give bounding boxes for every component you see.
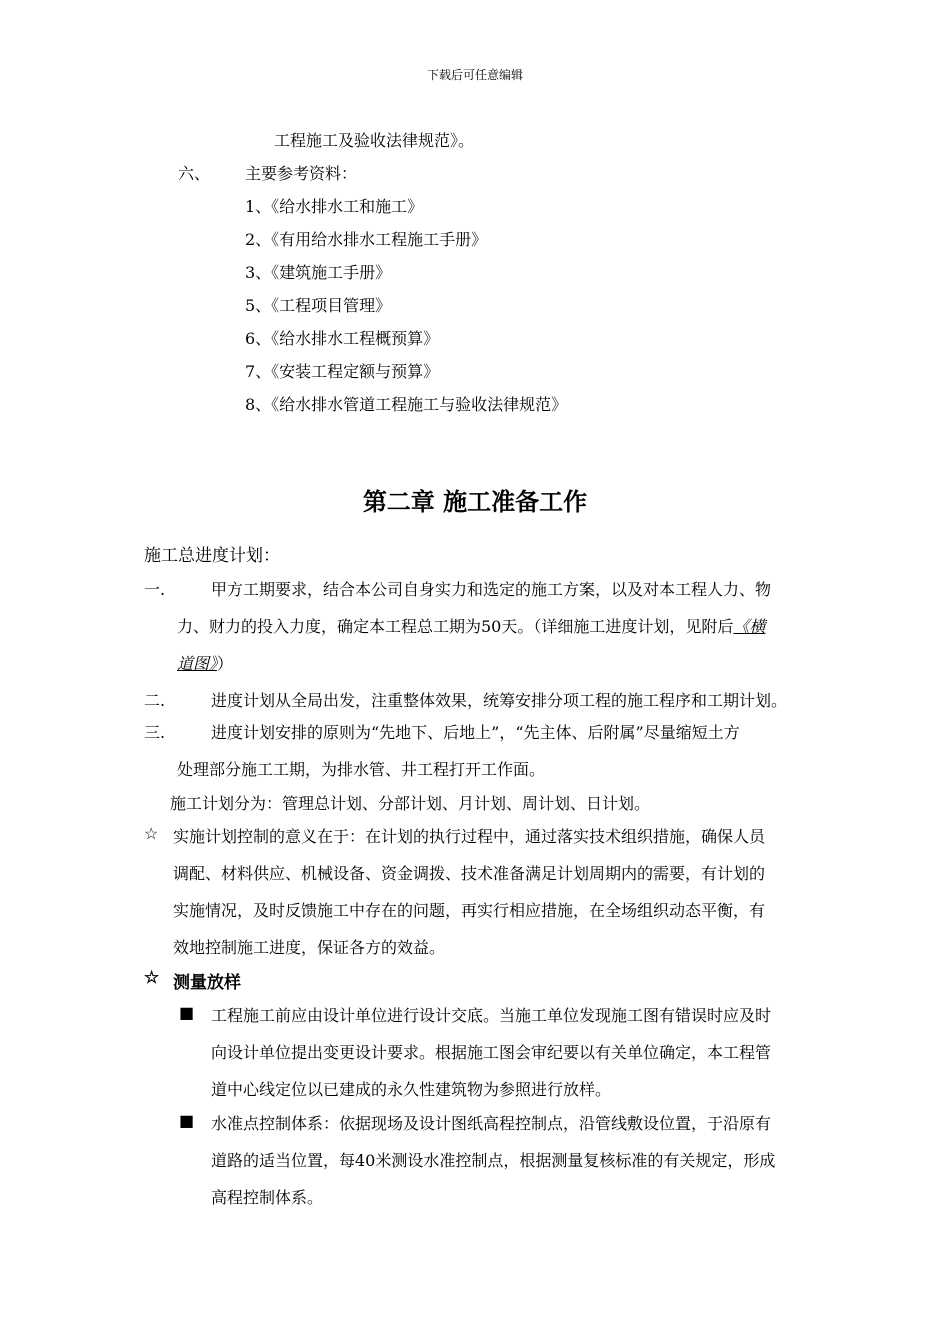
bullet-square: ■ <box>179 1003 195 1022</box>
gantt-chart-link[interactable]: 《横 <box>733 617 766 636</box>
reference-item: 1、《给水排水工和施工》 <box>245 197 424 216</box>
item-text: 道图》） <box>177 654 234 673</box>
item-text: 进度计划安排的原则为“先地下、后地上”，“先主体、后附属”尽量缩短土方 <box>211 723 740 742</box>
intro-line: 工程施工及验收法律规范》。 <box>274 131 475 150</box>
significance-text: 实施计划控制的意义在于：在计划的执行过程中，通过落实技术组织措施，确保人员 <box>173 827 766 846</box>
schedule-heading: 施工总进度计划： <box>144 546 280 566</box>
bullet-text: 工程施工前应由设计单位进行设计交底。当施工单位发现施工图有错误时应及时 <box>211 1006 772 1025</box>
gantt-chart-link[interactable]: 道图》 <box>177 654 218 673</box>
bullet-text: 道中心线定位以已建成的永久性建筑物为参照进行放样。 <box>211 1080 612 1099</box>
item-number: 二. <box>144 691 166 710</box>
star-mark: ☆ <box>144 824 159 843</box>
reference-item: 5、《工程项目管理》 <box>245 296 392 315</box>
section-title: 主要参考资料： <box>245 164 358 183</box>
item-text: 进度计划从全局出发，注重整体效果，统筹安排分项工程的施工程序和工期计划。 <box>211 691 788 710</box>
reference-item: 6、《给水排水工程概预算》 <box>245 329 440 348</box>
significance-text: 调配、材料供应、机械设备、资金调拨、技术准备满足计划周期内的需要，有计划的 <box>173 864 766 883</box>
reference-item: 3、《建筑施工手册》 <box>245 263 392 282</box>
plan-types: 施工计划分为：管理总计划、分部计划、月计划、周计划、日计划。 <box>170 794 651 813</box>
star-mark: ☆ <box>144 968 160 988</box>
bullet-text: 水准点控制体系：依据现场及设计图纸高程控制点，沿管线敷设位置，于沿原有 <box>211 1114 772 1133</box>
reference-item: 2、《有用给水排水工程施工手册》 <box>245 230 488 249</box>
chapter-title: 第二章 施工准备工作 <box>362 487 588 516</box>
bullet-text: 道路的适当位置，每40米测设水准控制点，根据测量复核标准的有关规定，形成 <box>211 1151 776 1170</box>
bullet-text: 高程控制体系。 <box>211 1188 324 1207</box>
item-text: 力、财力的投入力度，确定本工程总工期为50天。（详细施工进度计划，见附后《横 <box>177 617 766 636</box>
bullet-square: ■ <box>179 1111 195 1130</box>
item-text: 甲方工期要求，结合本公司自身实力和选定的施工方案，以及对本工程人力、物 <box>211 580 772 599</box>
survey-heading: 测量放样 <box>173 973 241 993</box>
section-number: 六、 <box>178 164 211 183</box>
significance-text: 实施情况，及时反馈施工中存在的问题，再实行相应措施，在全场组织动态平衡，有 <box>173 901 766 920</box>
reference-item: 8、《给水排水管道工程施工与验收法律规范》 <box>245 395 568 414</box>
item-text: 处理部分施工工期，为排水管、井工程打开工作面。 <box>177 760 546 779</box>
item-number: 三. <box>144 723 166 742</box>
significance-text: 效地控制施工进度，保证各方的效益。 <box>173 938 446 957</box>
reference-item: 7、《安装工程定额与预算》 <box>245 362 440 381</box>
bullet-text: 向设计单位提出变更设计要求。根据施工图会审纪要以有关单位确定，本工程管 <box>211 1043 772 1062</box>
page-header: 下载后可任意编辑 <box>426 68 523 82</box>
item-number: 一. <box>144 580 166 599</box>
